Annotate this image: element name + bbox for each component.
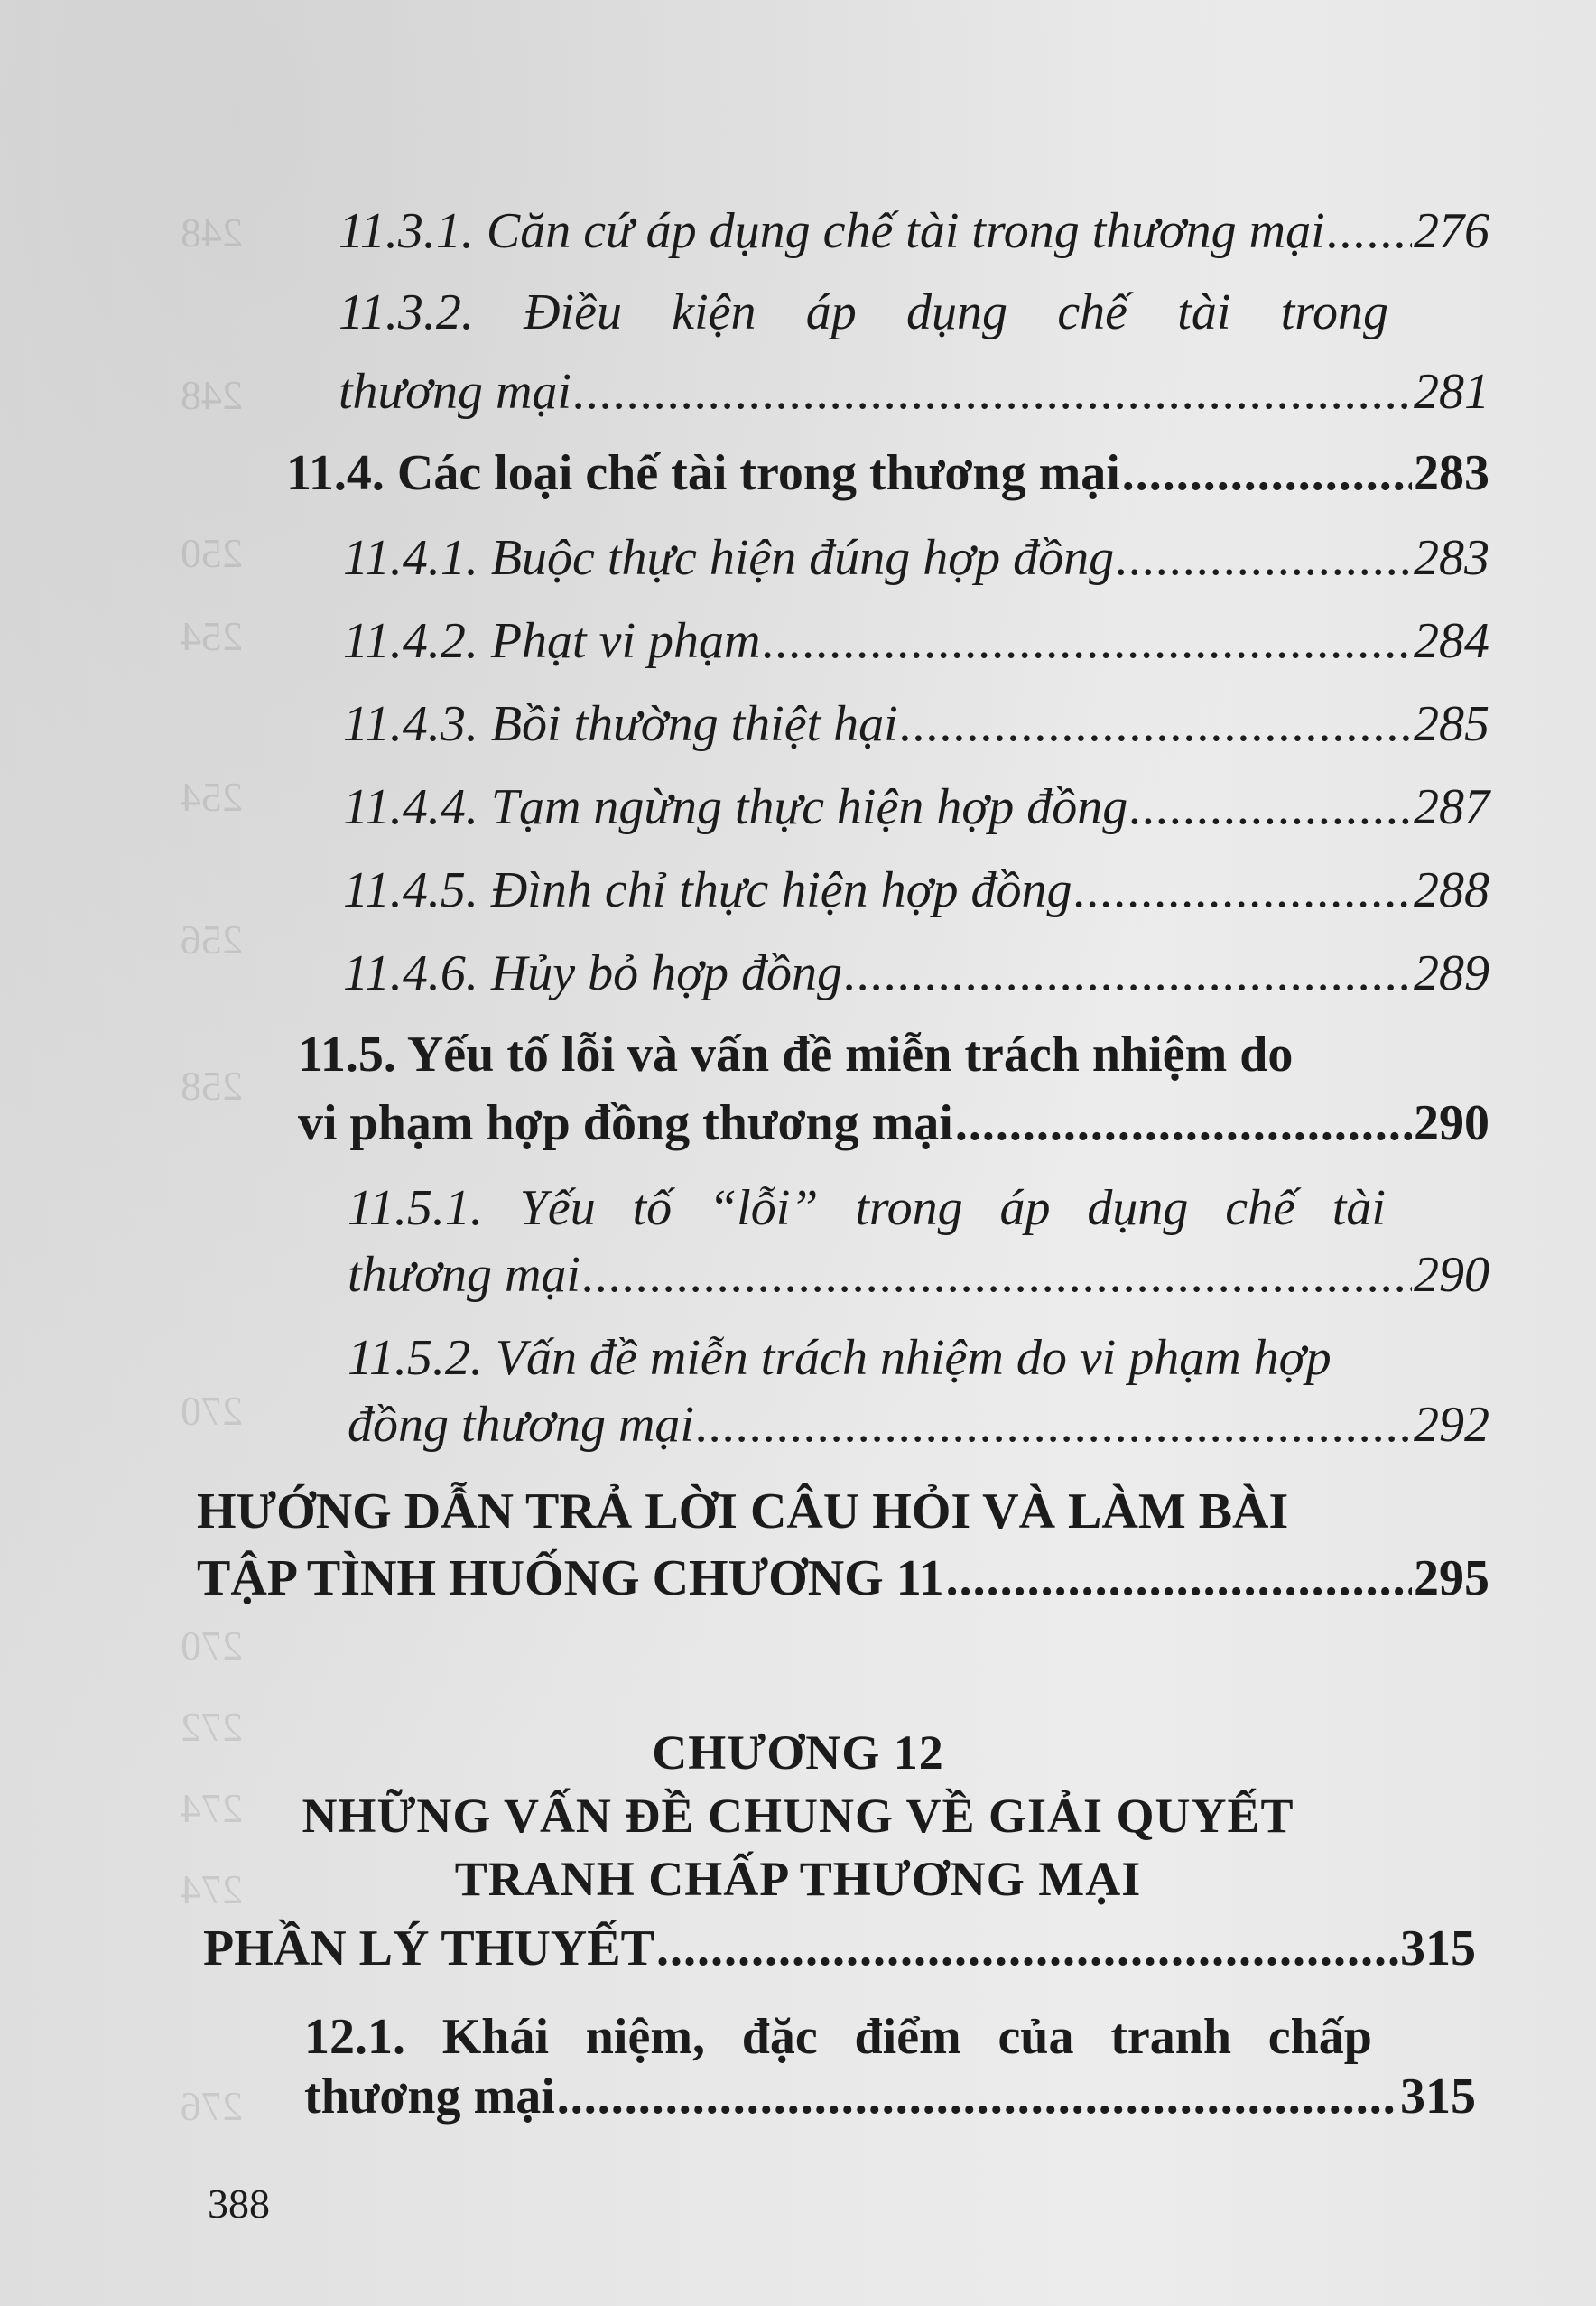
chapter-label: CHƯƠNG 12 [652,1725,944,1780]
toc-entry-guide[interactable] [197,1550,1489,1606]
toc-page-number: 288 [1414,862,1489,918]
dot-leader [696,1399,1412,1450]
toc-page-number: 287 [1414,779,1489,835]
bleed-through-number: 248 [181,209,243,256]
toc-entry-12-1-line1[interactable]: 12.1. Khái niệm, đặc điểm của tranh chấp [304,2009,1372,2065]
toc-entry-title: 11.4. Các loại chế tài trong thương mại [286,445,1120,501]
toc-entry-title: 11.4.3. Bồi thường thiệt hại [343,696,898,752]
toc-page-number: 292 [1414,1397,1489,1453]
dot-leader [582,1250,1412,1300]
toc-entry-title: 11.4.5. Đình chỉ thực hiện hợp đồng [343,862,1072,918]
toc-page-number: 315 [1400,2069,1476,2125]
dot-leader [955,1098,1412,1148]
dot-leader [1327,206,1412,256]
toc-entry-theory[interactable] [203,1920,1476,1976]
toc-entry-title: PHẦN LÝ THUYẾT [203,1920,654,1976]
toc-page-number: 315 [1400,1920,1476,1976]
bleed-through-number: 256 [181,916,243,962]
chapter-title-line2: TRANH CHẤP THƯƠNG MẠI [454,1852,1142,1906]
toc-entry-11-4-1[interactable] [343,530,1489,586]
toc-entry-11-3-1[interactable] [339,203,1489,259]
toc-entry-title: TẬP TÌNH HUỐNG CHƯƠNG 11 [197,1550,944,1606]
dot-leader [573,367,1412,417]
toc-entry-11-5-2[interactable] [348,1397,1489,1453]
toc-page-number: 283 [1414,445,1489,501]
toc-entry-title: vi phạm hợp đồng thương mại [298,1095,953,1151]
toc-entry-title: thương mại [339,364,571,420]
toc-entry-title: thương mại [348,1247,580,1303]
bleed-through-number: 274 [181,1866,243,1912]
toc-entry-title: 11.4.1. Buộc thực hiện đúng hợp đồng [343,530,1115,586]
dot-leader [946,1553,1412,1604]
toc-entry-11-4-4[interactable] [343,779,1489,835]
toc-page-number: 295 [1414,1550,1489,1606]
toc-page-number: 285 [1414,696,1489,752]
toc-page-number: 289 [1414,945,1489,1001]
bleed-through-number: 274 [181,1785,243,1831]
dot-leader [557,2071,1398,2122]
dot-leader [656,1923,1398,1974]
toc-page-number: 284 [1414,613,1489,669]
toc-page-number: 283 [1414,530,1489,586]
toc-entry-guide-line1[interactable]: HƯỚNG DẪN TRẢ LỜI CÂU HỎI VÀ LÀM BÀI [197,1483,1289,1539]
bleed-through-number: 250 [181,530,243,576]
toc-entry-title: 11.4.6. Hủy bỏ hợp đồng [343,945,843,1001]
toc-entry-12-1[interactable] [304,2069,1476,2125]
dot-leader [844,948,1412,999]
toc-entry-11-5-1[interactable] [348,1247,1489,1303]
dot-leader [1122,448,1412,498]
toc-entry-11-5-1-line1[interactable]: 11.5.1. Yếu tố “lỗi” trong áp dụng chế tài [348,1180,1386,1236]
toc-page-number: 290 [1414,1095,1489,1151]
bleed-through-number: 254 [181,613,243,659]
dot-leader [900,699,1412,749]
dot-leader [1116,533,1412,583]
toc-entry-title: thương mại [304,2069,555,2125]
dot-leader [1074,865,1412,916]
page-number: 388 [208,2180,270,2227]
toc-entry-11-4-6[interactable] [343,945,1489,1001]
bleed-through-number: 270 [181,1388,243,1434]
bleed-through-number: 270 [181,1623,243,1669]
toc-entry-11-4-5[interactable] [343,862,1489,918]
bleed-through-number: 276 [181,2083,243,2129]
toc-entry-11-3-2[interactable] [339,364,1489,420]
toc-entry-11-4[interactable] [286,445,1489,501]
toc-page-number: 290 [1414,1247,1489,1303]
toc-entry-title: 11.3.1. Căn cứ áp dụng chế tài trong thương mại [339,203,1325,259]
toc-entry-11-3-2-line1[interactable]: 11.3.2. Điều kiện áp dụng chế tài trong [339,284,1388,340]
toc-entry-11-5-line1[interactable]: 11.5. Yếu tố lỗi và vấn đề miễn trách nhiệm do [298,1027,1294,1083]
toc-entry-title: 11.4.2. Phạt vi phạm [343,613,761,669]
toc-entry-title: 11.4.4. Tạm ngừng thực hiện hợp đồng [343,779,1128,835]
bleed-through-number: 272 [181,1704,243,1750]
dot-leader [762,616,1412,666]
toc-entry-title: đồng thương mại [348,1397,694,1453]
toc-entry-11-5-2-line1[interactable]: 11.5.2. Vấn đề miễn trách nhiệm do vi phạm hợp [348,1330,1332,1386]
toc-page-number: 276 [1414,203,1489,259]
bleed-through-number: 254 [181,774,243,820]
toc-entry-11-4-2[interactable] [343,613,1489,669]
bleed-through-number: 258 [181,1063,243,1109]
toc-page-number: 281 [1414,364,1489,420]
toc-entry-11-4-3[interactable] [343,696,1489,752]
chapter-title-line1: NHỮNG VẤN ĐỀ CHUNG VỀ GIẢI QUYẾT [302,1789,1294,1843]
bleed-through-number: 248 [181,372,243,418]
toc-entry-11-5[interactable] [298,1095,1489,1151]
dot-leader [1129,782,1412,832]
